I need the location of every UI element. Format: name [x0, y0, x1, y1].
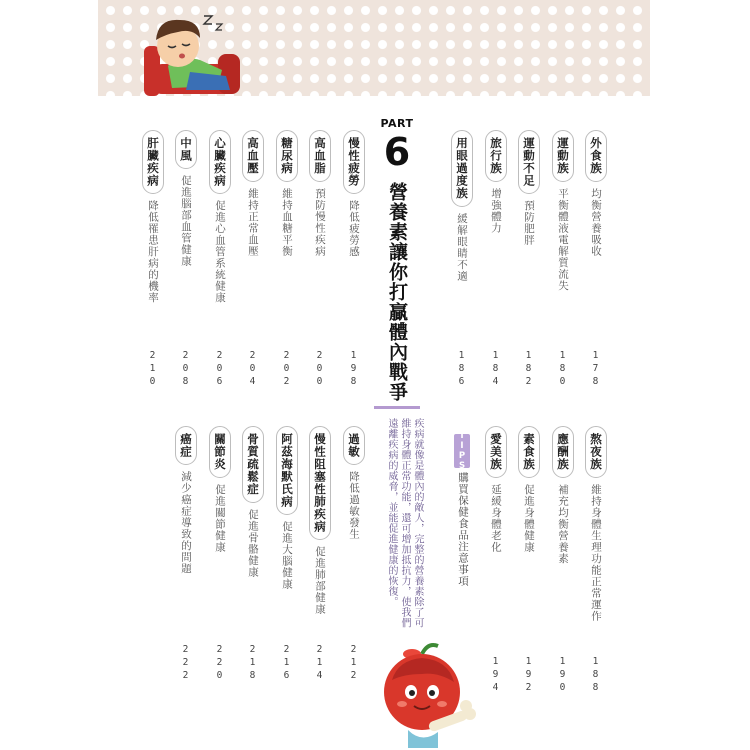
- entry-desc: 促進大腦健康: [281, 521, 293, 590]
- part-number: 6: [383, 130, 411, 174]
- page-number: 210: [147, 350, 158, 389]
- toc-entry[interactable]: [585, 130, 607, 257]
- toc-entry[interactable]: [343, 426, 365, 540]
- entry-label: 熬夜族: [585, 426, 607, 478]
- page-number: 190: [557, 656, 568, 695]
- page-number: 188: [590, 656, 601, 695]
- entry-label: 高血脂: [309, 130, 331, 182]
- entry-label: 骨質疏鬆症: [242, 426, 264, 503]
- sleeping-character-illustration: [138, 6, 246, 98]
- toc-entry[interactable]: [451, 130, 473, 282]
- entry-desc: 降低疲勞感: [348, 200, 360, 258]
- entry-label: 慢性阻塞性肺疾病: [309, 426, 331, 540]
- entry-desc: 促進身體健康: [523, 483, 535, 553]
- entry-label: 應酬族: [552, 426, 574, 478]
- part-label: PART: [380, 117, 414, 130]
- entry-desc: 降低過敏發生: [348, 471, 360, 540]
- entry-label: 高血壓: [242, 130, 264, 182]
- page-number: 202: [281, 350, 292, 389]
- toc-entry[interactable]: [175, 426, 197, 575]
- entry-label: 糖尿病: [276, 130, 298, 182]
- page-number: 186: [456, 350, 467, 389]
- toc-entry[interactable]: [242, 130, 264, 257]
- toc-entry[interactable]: [552, 426, 574, 564]
- entry-label: 運動族: [552, 130, 574, 182]
- page-number: 184: [490, 350, 501, 389]
- page-number: 180: [557, 350, 568, 389]
- entry-desc: 促進心血管系統健康: [214, 200, 226, 304]
- entry-label: 運動不足: [518, 130, 540, 194]
- entry-desc: 降低罹患肝病的機率: [147, 200, 159, 304]
- toc-entry[interactable]: [209, 426, 231, 553]
- page-number: 222: [180, 644, 191, 683]
- toc-entry[interactable]: [175, 130, 197, 267]
- part-title: 營養素讓你打贏體內戰爭: [386, 182, 408, 402]
- entry-desc: 維持血糖平衡: [281, 187, 293, 257]
- entry-desc: 延緩身體老化: [490, 483, 502, 553]
- entry-label: 用眼過度族: [451, 130, 473, 207]
- toc-entry[interactable]: [343, 130, 365, 258]
- entry-desc: 預防慢性疾病: [314, 187, 326, 257]
- entry-desc: 增強體力: [490, 187, 502, 234]
- toc-entry[interactable]: [276, 426, 298, 590]
- entry-label: 愛美族: [485, 426, 507, 478]
- toc-entry[interactable]: [518, 426, 540, 553]
- page-number: 220: [214, 644, 225, 683]
- page-number: 182: [523, 350, 534, 389]
- page-number: 218: [247, 644, 258, 683]
- page-number: 206: [214, 350, 225, 389]
- toc-entry[interactable]: [585, 426, 607, 622]
- entry-desc: 減少癌症導致的問題: [180, 471, 192, 575]
- page-number: 198: [348, 350, 359, 389]
- entry-desc: 平衡體液電解質流失: [557, 187, 569, 291]
- toc-entry[interactable]: [209, 130, 231, 304]
- entry-desc: 維持身體生理功能正常運作: [590, 483, 602, 622]
- toc-entry[interactable]: [552, 130, 574, 291]
- toc-entry[interactable]: [309, 426, 331, 615]
- apple-character-illustration: [378, 640, 478, 750]
- entry-label: 外食族: [585, 130, 607, 182]
- page-number: 194: [490, 656, 501, 695]
- entry-label: 旅行族: [485, 130, 507, 182]
- entry-label: 慢性疲勞: [343, 130, 365, 194]
- toc-entry[interactable]: [518, 130, 540, 246]
- toc-entry[interactable]: [485, 426, 507, 553]
- entry-label: 心臟疾病: [209, 130, 231, 194]
- entry-label: 肝臟疾病: [142, 130, 164, 194]
- entry-desc: 促進肺部健康: [314, 546, 326, 615]
- toc-entry[interactable]: [485, 130, 507, 234]
- entry-label: 癌症: [175, 426, 197, 465]
- entry-label: 素食族: [518, 426, 540, 478]
- entry-desc: 均衡營養吸收: [590, 187, 602, 257]
- title-divider: [374, 406, 420, 409]
- entry-label: 中風: [175, 130, 197, 169]
- toc-entry[interactable]: [242, 426, 264, 578]
- page-number: 192: [523, 656, 534, 695]
- toc-entry[interactable]: [276, 130, 298, 257]
- page-number: 200: [314, 350, 325, 389]
- page-number: 204: [247, 350, 258, 389]
- page-number: 216: [281, 644, 292, 683]
- entry-desc: 促進關節健康: [214, 483, 226, 553]
- entry-desc: 補充均衡營養素: [557, 483, 569, 564]
- intro-paragraph: 疾病就像是體內的敵人，完整的營養素除了可維持身體正常功能，還可增加抵抗力，使我們遠離疾病的威脅，並能促進健康的恢復。: [386, 418, 423, 628]
- tips-badge: TIPS: [454, 434, 470, 468]
- tips-text[interactable]: 購買保健食品注意事項: [457, 472, 469, 587]
- page-number: 214: [314, 644, 325, 683]
- entry-label: 關節炎: [209, 426, 231, 478]
- entry-desc: 維持正常血壓: [247, 187, 259, 257]
- entry-label: 阿茲海默氏病: [276, 426, 298, 515]
- entry-desc: 緩解眼睛不適: [456, 212, 468, 282]
- entry-label: 過敏: [343, 426, 365, 465]
- entry-desc: 促進骨骼健康: [247, 508, 259, 578]
- entry-desc: 促進腦部血管健康: [180, 175, 192, 267]
- page-number: 208: [180, 350, 191, 389]
- page-number: 212: [348, 644, 359, 683]
- page-number: 178: [590, 350, 601, 389]
- toc-entry[interactable]: [309, 130, 331, 257]
- entry-desc: 預防肥胖: [523, 200, 535, 246]
- toc-entry[interactable]: [142, 130, 164, 304]
